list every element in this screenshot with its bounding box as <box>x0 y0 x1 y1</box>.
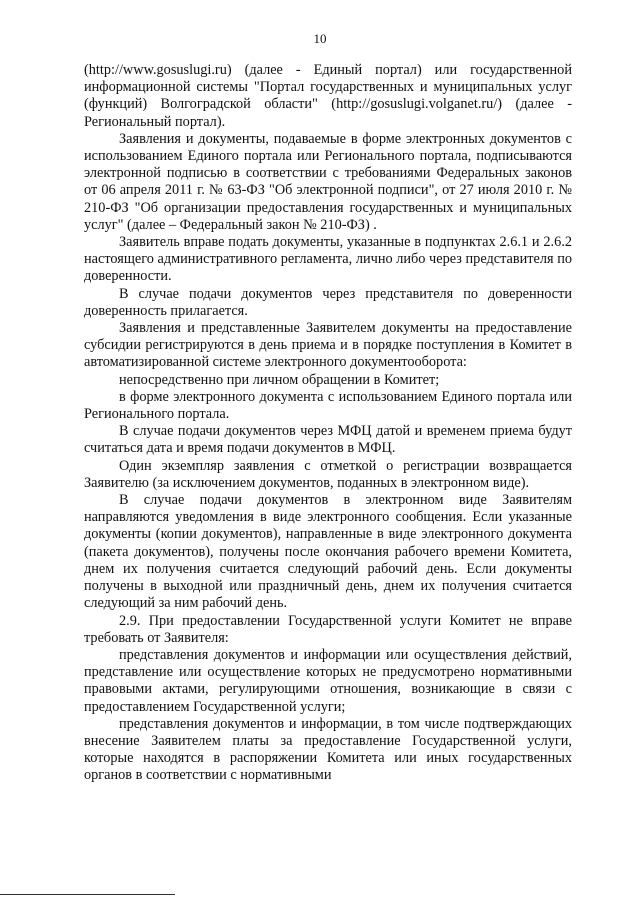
paragraph: В случае подачи документов через МФЦ датой и временем приема будут считаться дата и время подачи документов в МФЦ. <box>84 423 572 457</box>
footer-rule <box>0 894 175 895</box>
list-item: непосредственно при личном обращении в Комитет; <box>119 371 440 388</box>
paragraph: (http://www.gosuslugi.ru) (далее - Единый портал) или государственной информационной системы "Портал государственных и муниципальных услуг (функций) Волгоградской области" (http://gosuslugi.volganet.ru/) (далее - Региональный портал). <box>84 62 572 130</box>
section-paragraph-2-9: 2.9. При предоставлении Государственной услуги Комитет не вправе требовать от Заявителя: <box>84 612 572 646</box>
paragraph: В случае подачи документов в электронном виде Заявителям направляются уведомления в виде электронного сообщения. Если указанные документы (копии документов), направленные в виде электронного документа (пакета документов), получены после окончания рабочего времени Комитета, днем их получения считается следующий рабочий день. Если документы получены в выходной или праздничный день, днем их получения считается следующий за ним рабочий день. <box>84 492 572 612</box>
list-item: представления документов и информации или осуществления действий, представление или осуществление которых не предусмотрено нормативными правовыми актами, регулирующими отношения, возникающие в связи с предоставлением Государственной услуги; <box>84 646 572 715</box>
list-item: представления документов и информации, в том числе подтверждающих внесение Заявителем платы за предоставление Государственной услуги, которые находятся в распоряжении Комитета или иных государственных органов в соответствии с нормативными <box>84 715 572 784</box>
list-item: в форме электронного документа с использованием Единого портала или Регионального портала. <box>84 388 572 423</box>
paragraph: Заявления и представленные Заявителем документы на предоставление субсидии регистрируются в день приема и в порядке поступления в Комитет в автоматизированной системе электронного документооборота: <box>84 320 572 371</box>
paragraph: В случае подачи документов через представителя по доверенности доверенность прилагается. <box>84 285 572 319</box>
paragraph: Один экземпляр заявления с отметкой о регистрации возвращается Заявителю (за исключением документов, поданных в электронном виде). <box>84 457 572 491</box>
paragraph: Заявитель вправе подать документы, указанные в подпунктах 2.6.1 и 2.6.2 настоящего административного регламента, лично либо через представителя по доверенности. <box>84 234 572 285</box>
page-number: 10 <box>313 31 327 46</box>
paragraph: Заявления и документы, подаваемые в форме электронных документов с использованием Единого портала или Регионального портала, подписываются электронной подписью в соответствии с требованиями Федеральных законов от 06 апреля 2011 г. № 63-ФЗ "Об электронной подписи", от 27 июля 2010 г. № 210-ФЗ "Об организации предоставления государственных и муниципальных услуг" (далее – Федеральный закон № 210-ФЗ) . <box>84 130 572 233</box>
document-body <box>84 62 572 785</box>
